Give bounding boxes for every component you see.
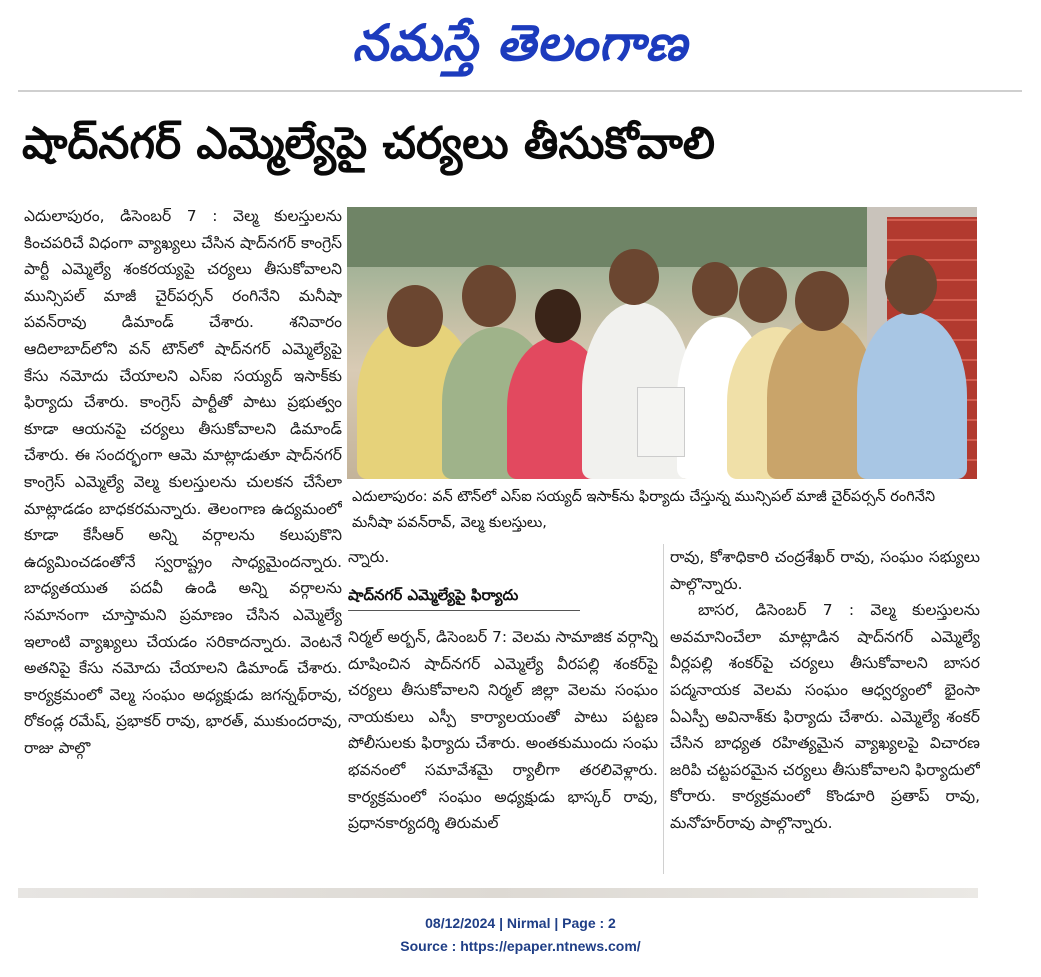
photo-caption: ఎదులాపురం: వన్‌ టౌన్‌లో ఎస్‌ఐ సయ్యద్‌ ఇసాక్‌ను ఫిర్యాదు చేస్తున్న మున్సిపల్‌ మాజీ చైర్‌పర్సన్‌ రంగినేని మనీషా పవన్‌రావ్‌, వెల్మ కులస్తులు, — [352, 489, 936, 531]
article-column-2-continuation: న్నారు. — [348, 548, 390, 566]
masthead-logo: నమస్తే తెలంగాణ — [352, 13, 688, 72]
masthead-divider — [18, 90, 1022, 92]
page-footer — [0, 912, 1041, 962]
article-subheading: షాద్‌నగర్‌ ఎమ్మెల్యేపై ఫిర్యాదు — [348, 581, 580, 611]
article-column-3 — [670, 544, 980, 894]
column-divider — [663, 544, 664, 874]
article-headline: షాద్‌నగర్‌ ఎమ్మెల్యేపై చర్యలు తీసుకోవాలి — [22, 118, 716, 169]
news-photo — [347, 207, 977, 479]
article-column-1: ఎదులాపురం, డిసెంబర్‌ 7 : వెల్మ కులస్తులను కించపరిచే విధంగా వ్యాఖ్యలు చేసిన షాద్‌నగర్‌ కాంగ్రెస్‌ పార్టీ ఎమ్మెల్యే శంకరయ్యపై చర్యలు తీసుకోవాలని మున్సిపల్‌ మాజీ చైర్‌పర్సన్‌ రంగినేని మనీషా పవన్‌రావు డిమాండ్‌ చేశారు. శనివారం ఆదిలాబాద్‌లోని వన్‌ టౌన్‌లో షాద్‌నగర్‌ ఎమ్మెల్యేపై కేసు నమోదు చేయాలని ఎస్‌ఐ సయ్యద్‌ ఇసాక్‌కు ఫిర్యాదు చేశారు. కాంగ్రెస్‌ పార్టీతో పాటు ప్రభుత్వం కూడా ఆయనపై చర్యలు తీసుకోవాలని డిమాండ్‌ చేశారు. ఈ సందర్భంగా ఆమె మాట్లాడుతూ షాద్‌నగర్‌ కాంగ్రెస్‌ ఎమ్మెల్యే వెల్మ కులస్తులను చులకన చేసేలా మాట్లాడడం బాధకరమన్నారు. తెలంగాణ ఉద్యమంలో కూడా కేసీఆర్‌ అన్ని వర్గాలను కలుపుకొని ఉద్యమించడంతోనే స్వరాష్ట్రం సాధ్యమైందన్నారు. బాధ్యతయుత పదవీ ఉండి అన్ని వర్గాలను సమానంగా చూస్తామని ప్రమాణం చేసిన ఎమ్మెల్యే ఇలాంటి వ్యాఖ్యలు చేయడం సరికాదన్నారు. వెంటనే అతనిపై కేసు నమోదు చేయాలని డిమాండ్‌ చేశారు. కార్యక్రమంలో వెల్మ సంఘం అధ్యక్షుడు జగన్నథ్‌రావు, రోకండ్ల రమేష్‌, ప్రభాకర్‌ రావు, భారత్‌, ముకుందరావు, రాజు పాల్గొ — [24, 207, 342, 757]
article-column-2: నిర్మల్‌ అర్బన్‌, డిసెంబర్‌ 7: వెలమ సామాజిక వర్గాన్ని దూషించిన షాద్‌నగర్‌ ఎమ్మెల్యే వీరపల్లి శంకర్‌పై చర్యలు తీసుకోవాలని నిర్మల్‌ జిల్లా వెలమ సంఘం నాయకులు ఎస్పీ కార్యాలయంతో పాటు పట్టణ పోలీసులకు ఫిర్యాదు చేశారు. అంతకుముందు సంఘ భవనంలో సమావేశమై ర్యాలీగా తరలివెళ్లారు. కార్యక్రమంలో సంఘం అధ్యక్షుడు భాస్కర్‌ రావు, ప్రధానకార్యదర్శి తిరుమల్‌ — [348, 628, 658, 833]
article-column-3-continuation: రావు, కోశాధికారి చంద్రశేఖర్‌ రావు, సంఘం సభ్యులు పాల్గొన్నారు. — [670, 548, 980, 593]
bottom-strip — [18, 888, 978, 898]
footer-source-line: Source : https://epaper.ntnews.com/ — [400, 938, 641, 954]
footer-date-line: 08/12/2024 | Nirmal | Page : 2 — [425, 915, 616, 931]
article-column-3-story: బాసర, డిసెంబర్‌ 7 : వెల్మ కులస్తులను అవమానించేలా మాట్లాడిన షాద్‌నగర్‌ ఎమ్మెల్యే వీర్లపల్లి శంకర్‌పై చర్యలు తీసుకోవాలని బాసర పద్మనాయక వెలమ సంఘం ఆధ్వర్యంలో భైంసా ఏఎస్పీ అవినాశ్‌కు ఫిర్యాదు చేశారు. ఎమ్మెల్యే శంకర్‌ చేసిన బాధ్యత రహిత్యమైన వ్యాఖ్యలపై విచారణ జరిపి చట్టపరమైన చర్యలు తీసుకోవాలని ఫిర్యాదులో కోరారు. కార్యక్రమంలో కొండూరి ప్రతాప్‌ రావు, మనోహర్‌రావు పాల్గొన్నారు. — [670, 601, 980, 832]
